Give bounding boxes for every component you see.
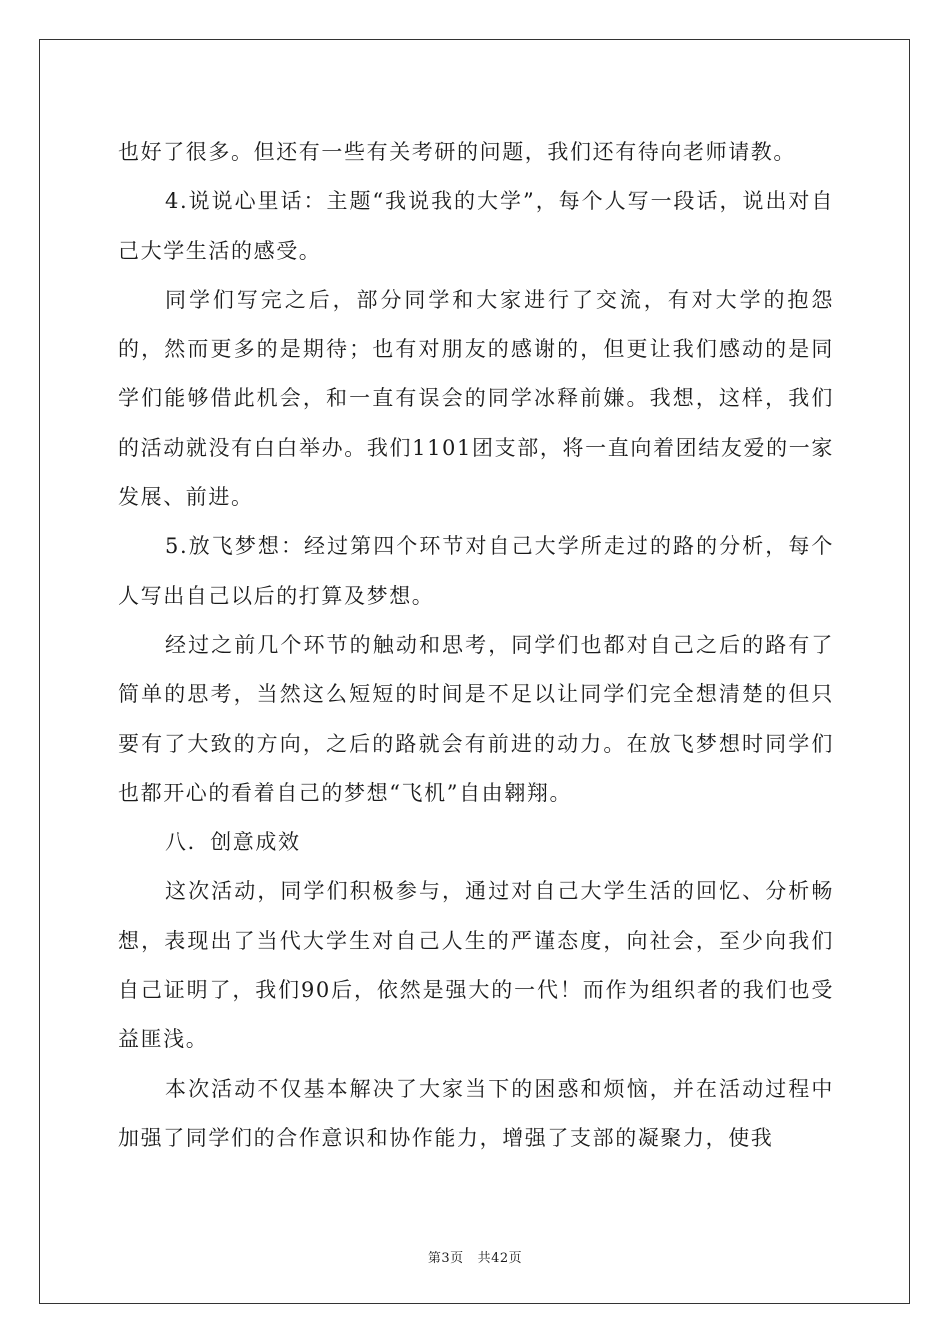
paragraph-item-5: 5.放飞梦想：经过第四个环节对自己大学所走过的路的分析，每个人写出自己以后的打算及梦想。	[118, 534, 834, 608]
paragraph: 这次活动，同学们积极参与，通过对自己大学生活的回忆、分析畅想，表现出了当代大学生对自己人生的严谨态度，向社会，至少向我们自己证明了，我们90后，依然是强大的一代！而作为组织者的我们也受益匪浅。	[118, 879, 834, 1052]
paragraph: 经过之前几个环节的触动和思考，同学们也都对自己之后的路有了简单的思考，当然这么短短的时间是不足以让同学们完全想清楚的但只要有了大致的方向，之后的路就会有前进的动力。在放飞梦想时同学们也都开心的看着自己的梦想“飞机”自由翱翔。	[118, 632, 834, 805]
page-number: 第3页	[427, 1251, 464, 1266]
page-total: 共42页	[477, 1251, 523, 1266]
paragraph-item-4: 4.说说心里话：主题“我说我的大学”，每个人写一段话，说出对自己大学生活的感受。	[118, 189, 834, 263]
paragraph: 本次活动不仅基本解决了大家当下的困惑和烦恼，并在活动过程中加强了同学们的合作意识和协作能力，增强了支部的凝聚力，使我	[118, 1076, 834, 1150]
paragraph-continued: 也好了很多。但还有一些有关考研的问题，我们还有待向老师请教。	[118, 140, 796, 164]
paragraph: 同学们写完之后，部分同学和大家进行了交流，有对大学的抱怨的，然而更多的是期待；也有对朋友的感谢的，但更让我们感动的是同学们能够借此机会，和一直有误会的同学冰释前嫌。我想，这样，我们的活动就没有白白举办。我们1101团支部，将一直向着团结友爱的一家发展、前进。	[118, 287, 834, 510]
section-heading: 八．创意成效	[165, 830, 301, 855]
page-footer	[0, 1247, 950, 1266]
document-body	[118, 128, 834, 1163]
